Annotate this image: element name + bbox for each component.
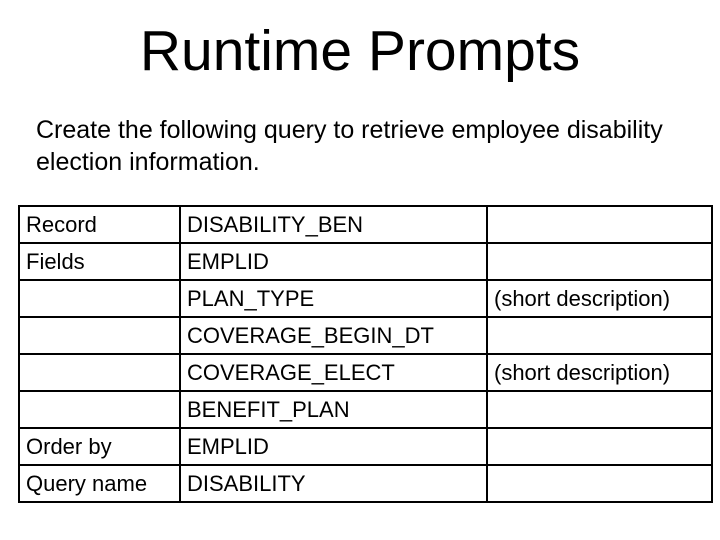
- table-row: [19, 206, 712, 243]
- row-label: [19, 354, 180, 391]
- row-value: BENEFIT_PLAN: [180, 391, 487, 428]
- row-label: [19, 391, 180, 428]
- table-row: [19, 280, 712, 317]
- table-row: [19, 391, 712, 428]
- query-spec-table: [18, 205, 713, 503]
- slide-title: Runtime Prompts: [139, 19, 581, 83]
- table-row: [19, 243, 712, 280]
- row-label: Order by: [19, 428, 180, 465]
- row-note: [487, 391, 712, 428]
- table-row: [19, 428, 712, 465]
- table-row: [19, 317, 712, 354]
- row-label: [19, 317, 180, 354]
- row-note: (short description): [487, 280, 712, 317]
- row-label: Fields: [19, 243, 180, 280]
- row-label: Record: [19, 206, 180, 243]
- row-note: [487, 317, 712, 354]
- row-value: DISABILITY: [180, 465, 487, 502]
- row-value: COVERAGE_ELECT: [180, 354, 487, 391]
- row-value: COVERAGE_BEGIN_DT: [180, 317, 487, 354]
- row-note: (short description): [487, 354, 712, 391]
- table-row: [19, 354, 712, 391]
- intro-text: Create the following query to retrieve employee disability election information.: [36, 116, 663, 176]
- row-label: Query name: [19, 465, 180, 502]
- row-note: [487, 243, 712, 280]
- row-value: EMPLID: [180, 428, 487, 465]
- row-note: [487, 465, 712, 502]
- row-value: DISABILITY_BEN: [180, 206, 487, 243]
- table-row: [19, 465, 712, 502]
- row-note: [487, 206, 712, 243]
- row-value: EMPLID: [180, 243, 487, 280]
- row-label: [19, 280, 180, 317]
- row-value: PLAN_TYPE: [180, 280, 487, 317]
- row-note: [487, 428, 712, 465]
